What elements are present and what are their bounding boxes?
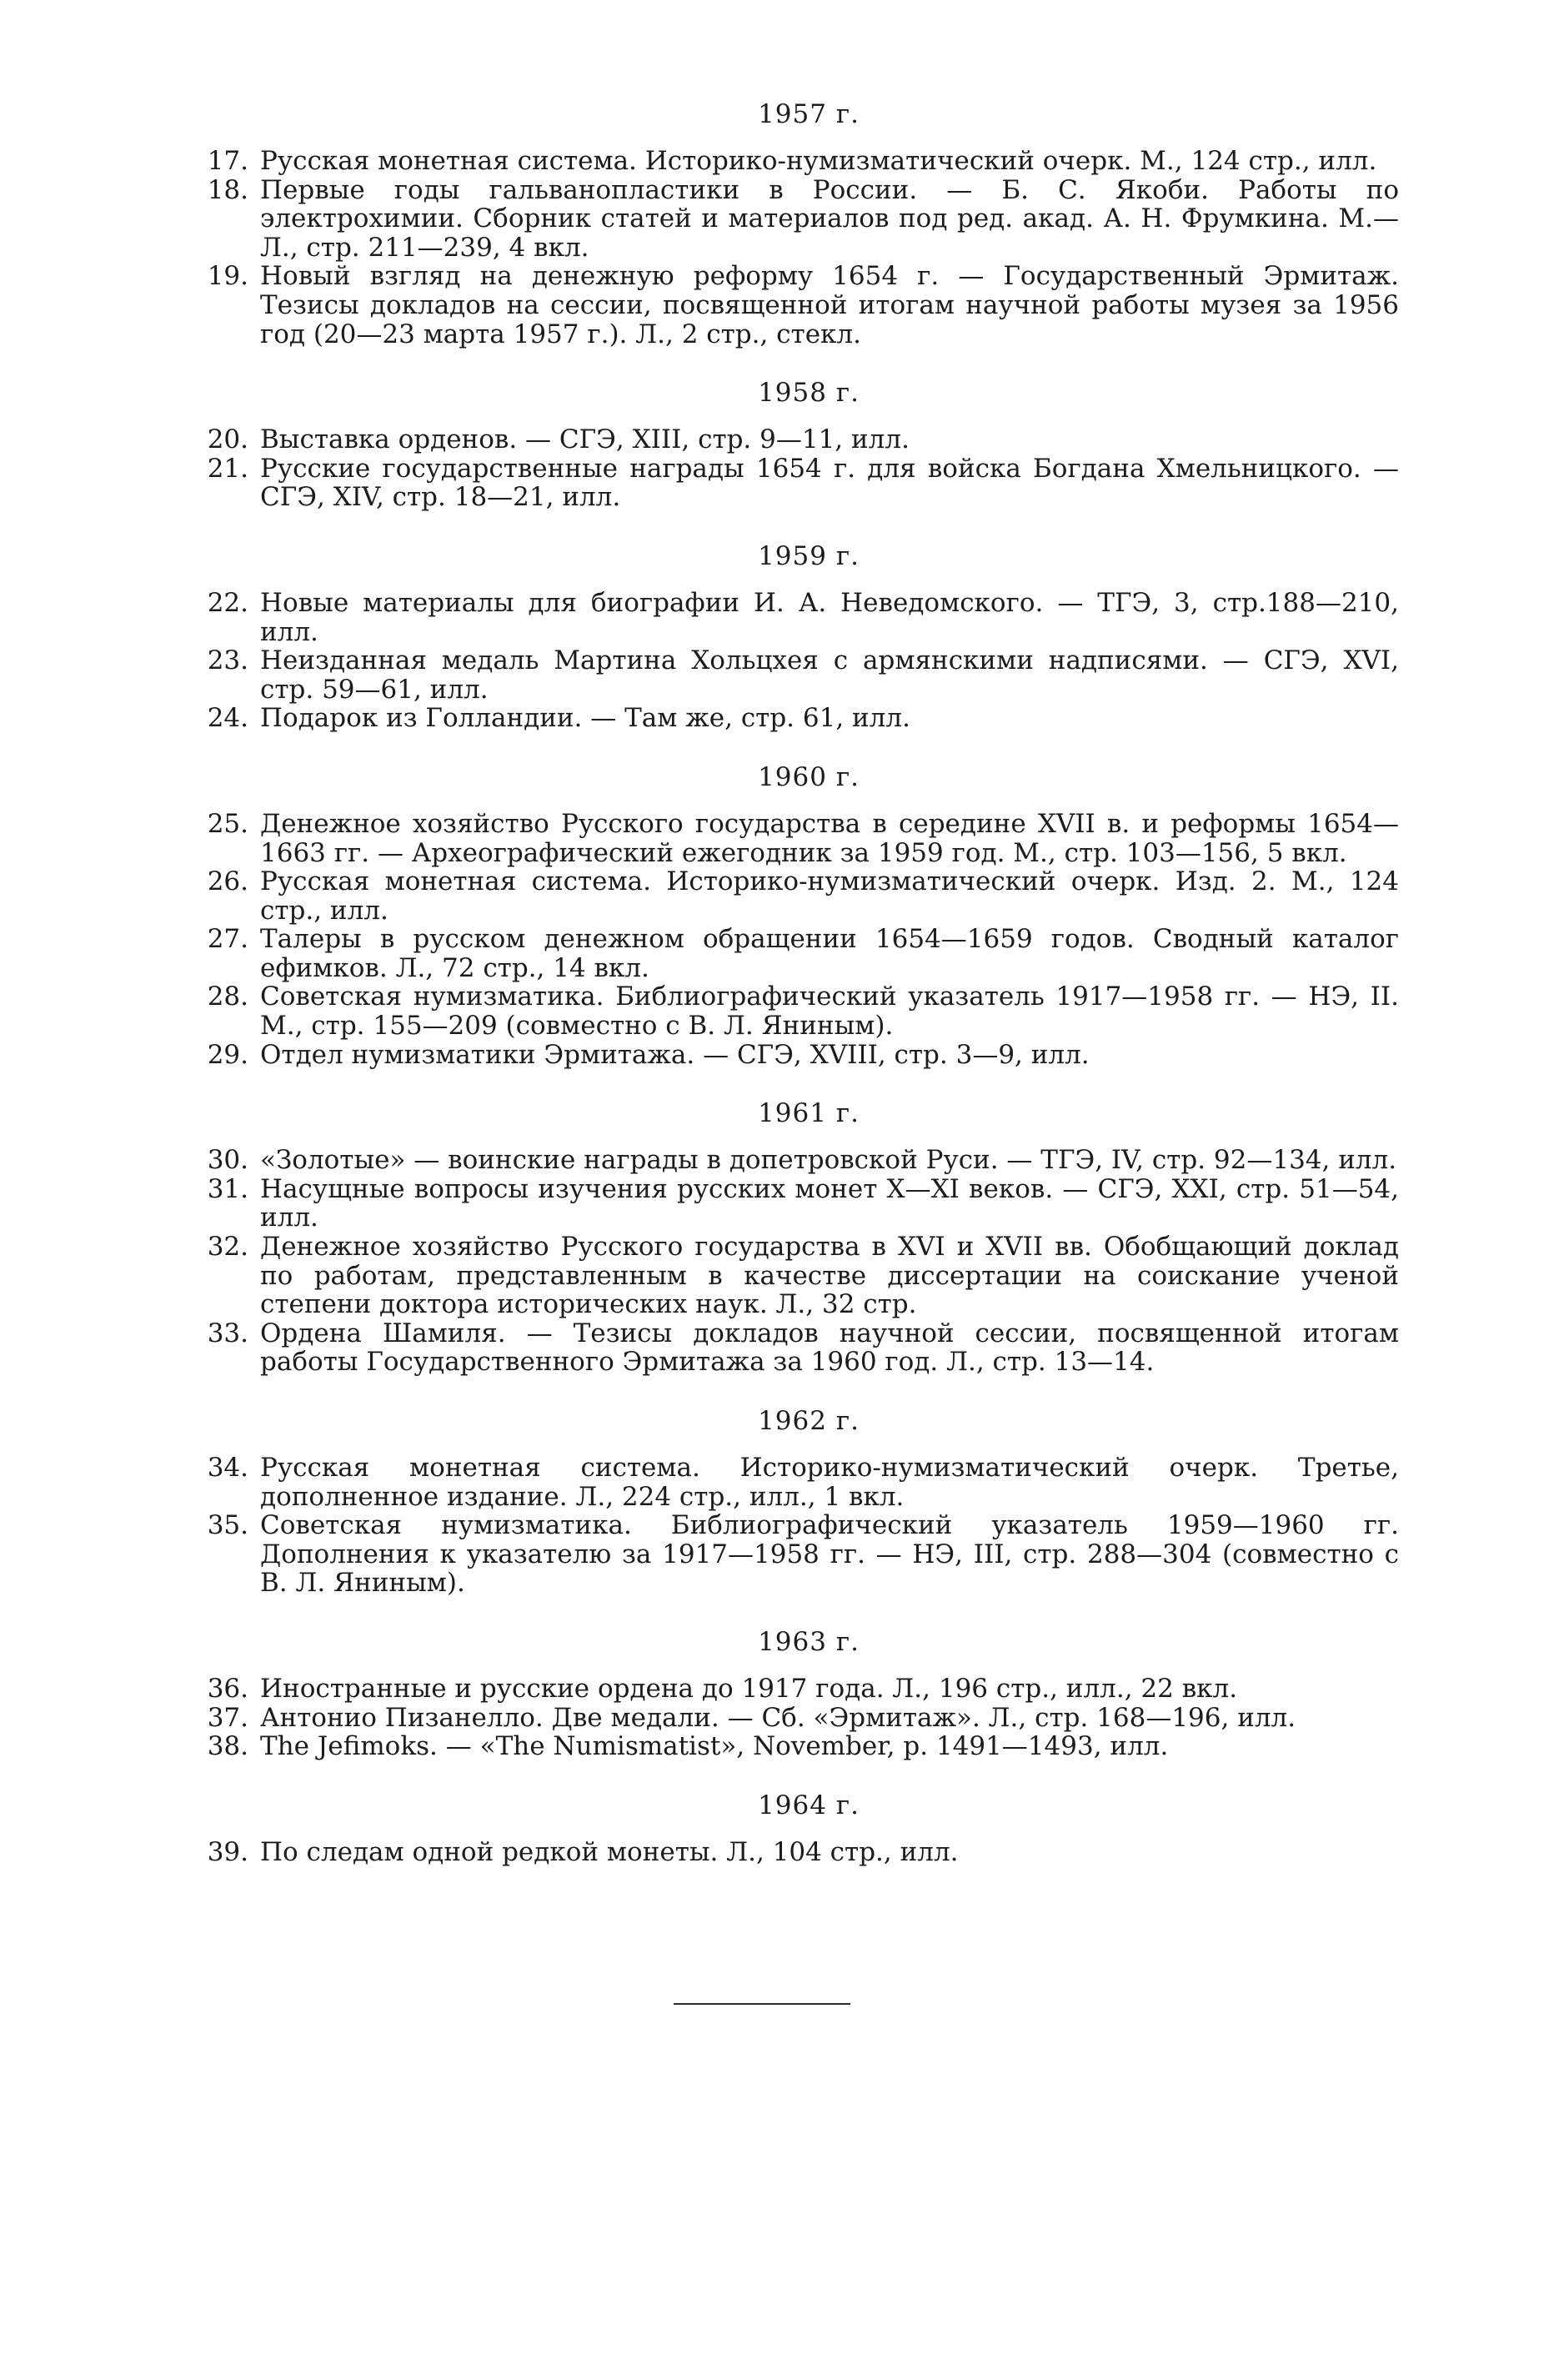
entry-number: 30. (207, 1145, 248, 1176)
entry-text: «Золотые» — воинские награды в допетровской Руси. — ТГЭ, IV, стр. 92—134, илл. (260, 1145, 1397, 1176)
year-section-1963 (193, 1626, 1399, 1761)
entry-text: Русская монетная система. Историко-нумизматический очерк. Третье, дополненное издание. Л., 224 стр., илл., 1 вкл. (260, 1453, 1399, 1512)
bibliography-entry (193, 982, 1399, 1040)
entry-text: The Jefimoks. — «The Numismatist», November, p. 1491—1493, илл. (260, 1731, 1169, 1762)
bibliography (193, 98, 1399, 1866)
entry-number: 18. (207, 174, 248, 205)
bibliography-entry (193, 867, 1399, 925)
entry-text: Первые годы гальванопластики в России. — Б. С. Якоби. Работы по электрохимии. Сборник статей и материалов под ред. акад. А. Н. Фрумкина. М.—Л., стр. 211—239, 4 вкл. (260, 174, 1399, 263)
entry-text: Талеры в русском денежном обращении 1654—1659 годов. Сводный каталог ефимков. Л., 72 стр., 14 вкл. (260, 924, 1399, 983)
entry-text: Насущные вопросы изучения русских монет X—XI веков. — СГЭ, XXI, стр. 51—54, илл. (260, 1173, 1399, 1233)
entry-number: 33. (207, 1318, 248, 1348)
bibliography-entry (193, 1454, 1399, 1511)
entry-number: 36. (207, 1673, 248, 1704)
bibliography-entry (193, 425, 1399, 454)
entry-text: Денежное хозяйство Русского государства в XVI и XVII вв. Обобщающий доклад по работам, представленным в качестве диссертации на соискание ученой степени доктора исторических наук. Л., 32 стр. (260, 1232, 1399, 1320)
entry-number: 28. (207, 982, 248, 1012)
bibliography-entry (193, 1233, 1399, 1319)
year-heading: 1963 г. (758, 1626, 860, 1657)
entry-number: 32. (207, 1232, 248, 1263)
bibliography-entry (193, 925, 1399, 982)
entry-text: Новые материалы для биографии И. А. Неведомского. — ТГЭ, 3, стр.188—210, илл. (260, 587, 1399, 647)
year-heading: 1959 г. (758, 540, 860, 571)
bibliography-entry (193, 704, 1399, 733)
entry-text: Советская нумизматика. Библиографический указатель 1917—1958 гг. — НЭ, II. М., стр. 155—209 (совместно с В. Л. Яниным). (260, 982, 1399, 1042)
bibliography-entry (193, 589, 1399, 646)
bibliography-entry (193, 810, 1399, 867)
entry-text: Русские государственные награды 1654 г. для войска Богдана Хмельницкого. — СГЭ, XIV, стр. 18—21, илл. (260, 453, 1399, 513)
year-heading: 1964 г. (758, 1790, 860, 1820)
entry-text: Денежное хозяйство Русского государства в середине XVII в. и реформы 1654—1663 гг. — Археографический ежегодник за 1959 год. М., стр. 103—156, 5 вкл. (260, 808, 1399, 868)
year-section-1957 (193, 98, 1399, 349)
entry-number: 37. (207, 1702, 248, 1733)
year-heading: 1961 г. (758, 1098, 860, 1129)
entry-text: Ордена Шамиля. — Тезисы докладов научной сессии, посвященной итогам работы Государственного Эрмитажа за 1960 год. Л., стр. 13—14. (260, 1318, 1399, 1378)
bibliography-entry (193, 1146, 1399, 1175)
entry-number: 19. (207, 261, 248, 292)
entry-number: 34. (207, 1453, 248, 1483)
entry-text: По следам одной редкой монеты. Л., 104 стр., илл. (260, 1836, 959, 1867)
entry-text: Выставка орденов. — СГЭ, XIII, стр. 9—11, илл. (260, 424, 910, 455)
bibliography-entry (193, 176, 1399, 263)
entry-number: 27. (207, 924, 248, 955)
bibliography-entry (193, 1732, 1399, 1761)
entry-number: 25. (207, 808, 248, 839)
year-heading: 1962 г. (758, 1406, 860, 1436)
entry-number: 31. (207, 1173, 248, 1204)
year-heading: 1957 г. (758, 99, 860, 129)
bibliography-entry (193, 1319, 1399, 1377)
entry-number: 21. (207, 453, 248, 484)
entry-number: 26. (207, 866, 248, 897)
year-section-1962 (193, 1405, 1399, 1598)
entry-text: Русская монетная система. Историко-нумизматический очерк. Изд. 2. М., 124 стр., илл. (260, 866, 1399, 926)
year-section-1964 (193, 1790, 1399, 1867)
bibliography-entry (193, 454, 1399, 512)
entry-text: Подарок из Голландии. — Там же, стр. 61, илл. (260, 703, 910, 734)
entry-text: Новый взгляд на денежную реформу 1654 г. — Государственный Эрмитаж. Тезисы докладов на сессии, посвященной итогам научной работы музея за 1956 год (20—23 марта 1957 г.). Л., 2 стр., стекл. (260, 261, 1399, 349)
year-section-1959 (193, 540, 1399, 733)
bibliography-entry (193, 1838, 1399, 1867)
entry-number: 22. (207, 587, 248, 618)
entry-number: 23. (207, 645, 248, 676)
entry-number: 29. (207, 1039, 248, 1070)
bibliography-entry (193, 646, 1399, 704)
entry-number: 39. (207, 1836, 248, 1867)
entry-text: Советская нумизматика. Библиографический указатель 1959—1960 гг. Дополнения к указателю за 1917—1958 гг. — НЭ, III, стр. 288—304 (совместно с В. Л. Яниным). (260, 1510, 1399, 1599)
year-heading: 1958 г. (758, 378, 860, 409)
entry-number: 24. (207, 703, 248, 734)
bibliography-entry (193, 1041, 1399, 1070)
entry-text: Русская монетная система. Историко-нумизматический очерк. М., 124 стр., илл. (260, 146, 1377, 176)
bibliography-entry (193, 262, 1399, 349)
bibliography-entry (193, 1175, 1399, 1233)
bibliography-entry (193, 147, 1399, 176)
entry-text: Отдел нумизматики Эрмитажа. — СГЭ, XVIII, стр. 3—9, илл. (260, 1039, 1090, 1070)
bibliography-entry (193, 1511, 1399, 1598)
bibliography-entry (193, 1704, 1399, 1733)
closing-rule (674, 2003, 850, 2005)
entry-text: Неизданная медаль Мартина Хольцхея с армянскими надписями. — СГЭ, XVI, стр. 59—61, илл. (260, 645, 1399, 705)
bibliography-entry (193, 1675, 1399, 1704)
entry-number: 17. (207, 146, 248, 176)
entry-number: 20. (207, 424, 248, 455)
entry-text: Иностранные и русские ордена до 1917 года. Л., 196 стр., илл., 22 вкл. (260, 1673, 1238, 1704)
entry-number: 35. (207, 1510, 248, 1541)
year-section-1961 (193, 1097, 1399, 1377)
entry-text: Антонио Пизанелло. Две медали. — Сб. «Эрмитаж». Л., стр. 168—196, илл. (260, 1702, 1296, 1733)
entry-number: 38. (207, 1731, 248, 1762)
year-heading: 1960 г. (758, 761, 860, 792)
year-section-1960 (193, 761, 1399, 1069)
year-section-1958 (193, 377, 1399, 512)
